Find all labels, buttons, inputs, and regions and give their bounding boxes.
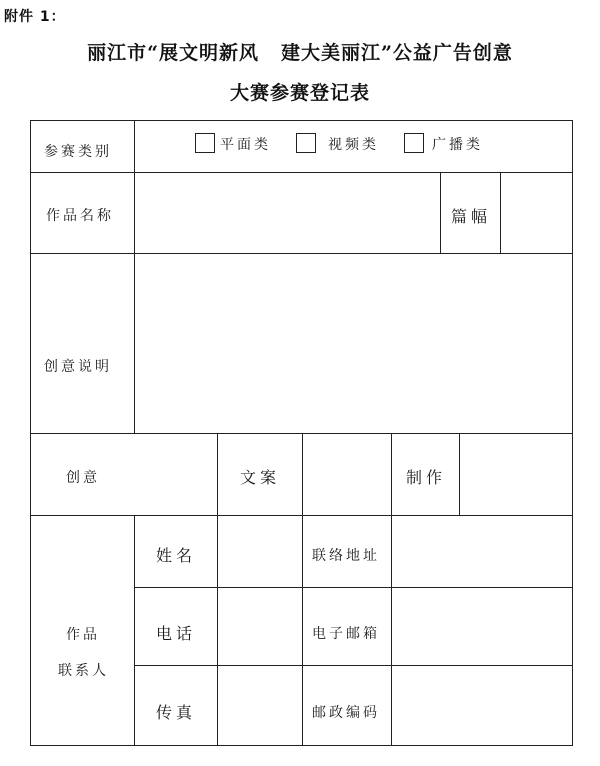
fax-field[interactable] <box>219 667 301 744</box>
length-label: 篇幅 <box>451 207 492 226</box>
length-field[interactable] <box>502 174 570 252</box>
form-title-line-2: 大赛参赛登记表 <box>229 82 370 104</box>
copywriting-field[interactable] <box>304 435 390 514</box>
work-name-label: 作品名称 <box>46 208 114 224</box>
name-field[interactable] <box>219 517 301 586</box>
name-label: 姓名 <box>156 546 197 565</box>
creative-description-field[interactable] <box>136 255 570 431</box>
address-field[interactable] <box>393 517 571 586</box>
creative-field[interactable] <box>136 435 216 514</box>
production-label: 制作 <box>406 468 447 487</box>
phone-label: 电话 <box>156 624 197 643</box>
creative-description-label: 创意说明 <box>44 359 112 375</box>
category-checkbox-video[interactable] <box>296 133 316 153</box>
form-title-part-1: 丽江市“展文明新风 <box>87 42 259 64</box>
category-checkbox-radio[interactable] <box>404 133 424 153</box>
postcode-field[interactable] <box>393 667 571 744</box>
production-field[interactable] <box>461 435 571 514</box>
category-option-video: 视频类 <box>328 137 379 153</box>
category-label: 参赛类别 <box>44 144 112 160</box>
fax-label: 传真 <box>156 703 197 722</box>
work-name-field[interactable] <box>136 174 438 252</box>
form-title-part-2: 建大美丽江”公益广告创意 <box>281 42 513 64</box>
address-label: 联络地址 <box>312 548 380 564</box>
category-option-radio: 广播类 <box>432 137 483 153</box>
copywriting-label: 文案 <box>240 468 281 487</box>
attachment-label: 附件 1： <box>4 9 66 25</box>
email-label: 电子邮箱 <box>312 626 380 642</box>
phone-field[interactable] <box>219 589 301 664</box>
contact-label-line-2: 联系人 <box>58 663 109 679</box>
postcode-label: 邮政编码 <box>312 705 380 721</box>
form-title-line-1 <box>0 38 600 65</box>
category-option-print: 平面类 <box>220 137 271 153</box>
email-field[interactable] <box>393 589 571 664</box>
creative-label: 创意 <box>66 470 100 486</box>
category-checkbox-print[interactable] <box>195 133 215 153</box>
contact-label-line-1: 作品 <box>66 627 100 643</box>
